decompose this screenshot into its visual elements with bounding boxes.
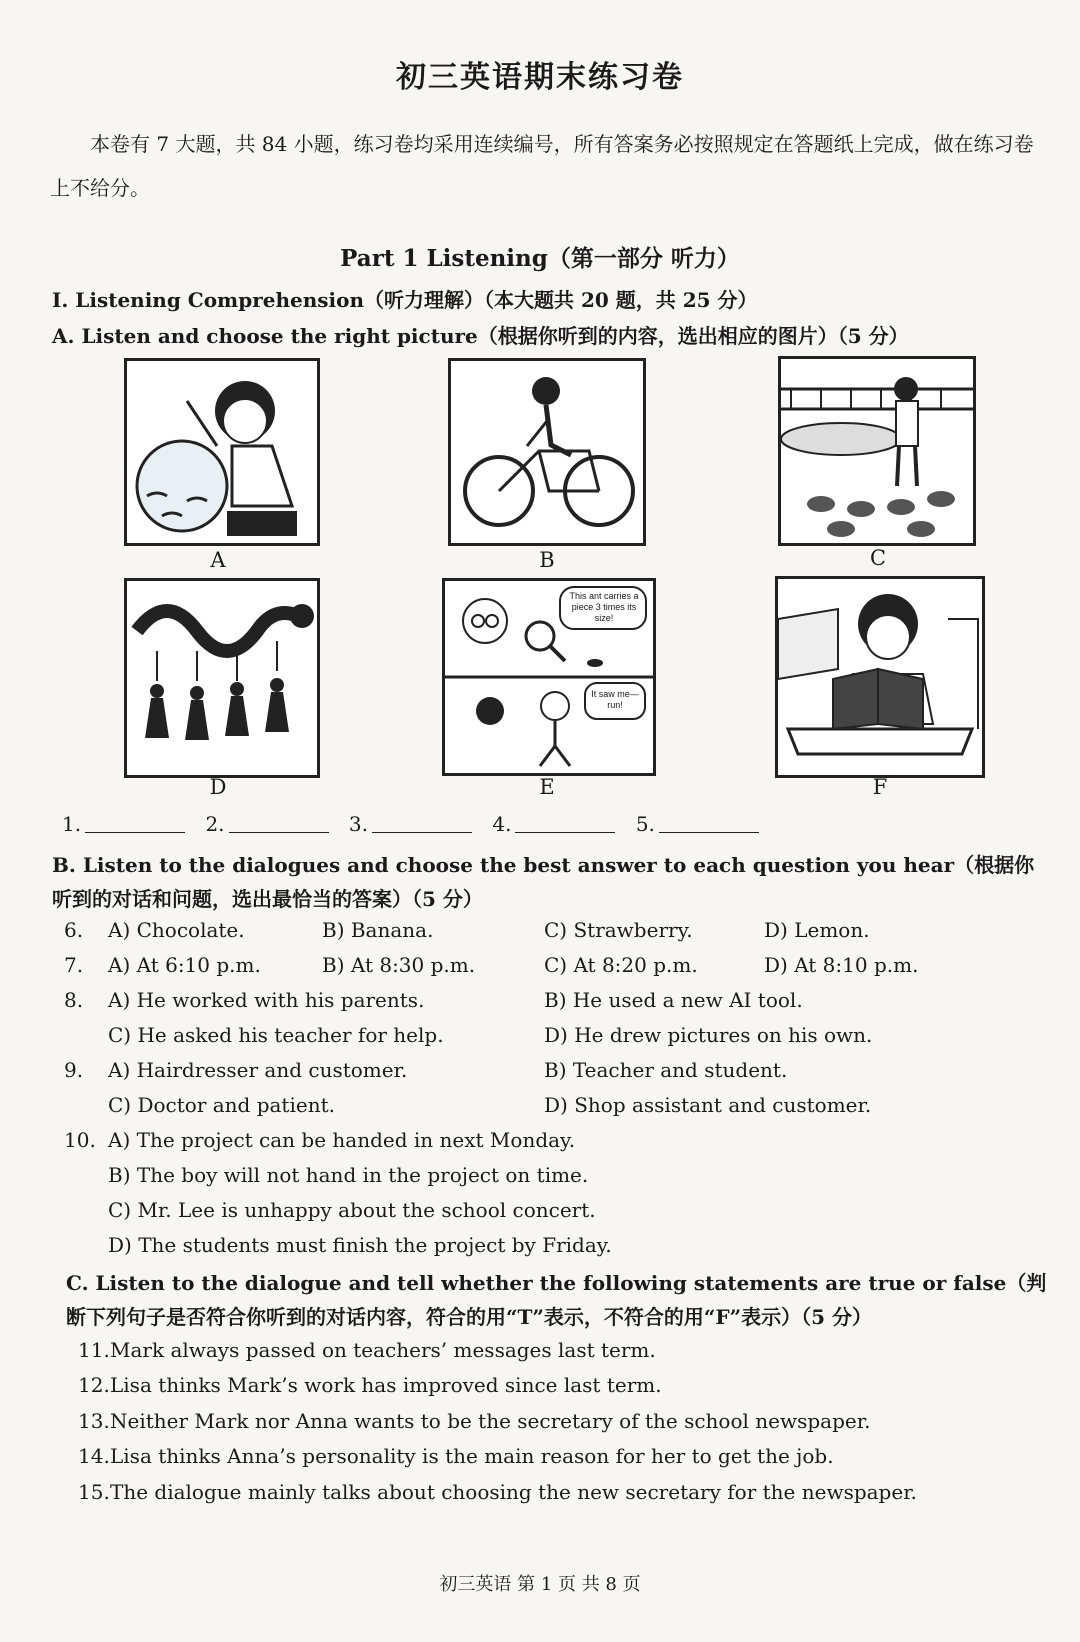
label-e: E [539, 775, 555, 799]
section-I-heading: I. Listening Comprehension（听力理解）（本大题共 20 题，共 25 分） [52, 288, 758, 312]
section-A-heading: A. Listen and choose the right picture（根据你听到的内容，选出相应的图片）（5 分） [52, 324, 909, 348]
statement-number: 12. [78, 1373, 110, 1397]
label-c: C [869, 546, 887, 570]
picture-f [775, 576, 985, 778]
page-title: 初三英语期末练习卷 [396, 60, 684, 95]
question-number: 6. [64, 918, 84, 942]
option-b: B) He used a new AI tool. [544, 988, 803, 1012]
statement-number: 14. [78, 1444, 110, 1468]
statement-text: The dialogue mainly talks about choosing the new secretary for the newspaper. [110, 1480, 917, 1504]
part-title: Part 1 Listening（第一部分 听力） [340, 245, 740, 272]
page-footer: 初三英语 第 1 页 共 8 页 [439, 1574, 641, 1595]
option-c: C) Strawberry. [544, 918, 693, 942]
statement-item [78, 1480, 917, 1504]
statement-text: Lisa thinks Anna’s personality is the main reason for her to get the job. [110, 1444, 834, 1468]
blank-label-3: 3. [348, 812, 368, 836]
answer-blanks [62, 812, 773, 836]
statement-item [78, 1444, 834, 1468]
answer-blank-2[interactable] [229, 832, 329, 833]
blank-label-5: 5. [635, 812, 655, 836]
speech-bubble-1: This ant carries a piece 3 times its size! [569, 591, 639, 623]
blank-label-1: 1. [62, 812, 82, 836]
label-d: D [209, 775, 227, 799]
option-a: A) Hairdresser and customer. [108, 1058, 408, 1082]
statement-item [78, 1373, 662, 1397]
option-c: C) He asked his teacher for help. [108, 1023, 444, 1047]
option-b: B) Banana. [322, 918, 434, 942]
section-C-heading: C. Listen to the dialogue and tell whether the following statements are true or false（判断下列句子是否符合你听到的对话内容，符合的用“T”表示，不符合的用“F”表示）（5 分） [66, 1271, 1047, 1329]
picture-c [778, 356, 976, 546]
statement-text: Lisa thinks Mark’s work has improved since last term. [110, 1373, 662, 1397]
answer-blank-1[interactable] [85, 832, 185, 833]
question-number: 10. [64, 1128, 96, 1152]
statement-text: Mark always passed on teachers’ messages last term. [110, 1338, 656, 1362]
option-d: D) At 8:10 p.m. [764, 953, 919, 977]
question-number: 9. [64, 1058, 84, 1082]
statement-item [78, 1409, 870, 1433]
option-d: D) The students must finish the project by Friday. [108, 1233, 612, 1257]
picture-e [442, 578, 656, 776]
statement-number: 11. [78, 1338, 110, 1362]
section-B-heading: B. Listen to the dialogues and choose the best answer to each question you hear（根据你听到的对话和问题，选出最恰当的答案）（5 分） [52, 853, 1035, 911]
option-b: B) Teacher and student. [544, 1058, 788, 1082]
option-d: D) Lemon. [764, 918, 870, 942]
label-a: A [210, 548, 226, 572]
statement-text: Neither Mark nor Anna wants to be the secretary of the school newspaper. [110, 1409, 871, 1433]
option-a: A) The project can be handed in next Monday. [108, 1128, 576, 1152]
option-a: A) At 6:10 p.m. [108, 953, 261, 977]
picture-b [448, 358, 646, 546]
label-f: F [872, 775, 888, 799]
answer-blank-5[interactable] [659, 832, 759, 833]
option-b: B) The boy will not hand in the project on time. [108, 1163, 589, 1187]
option-b: B) At 8:30 p.m. [322, 953, 476, 977]
option-d: D) He drew pictures on his own. [544, 1023, 873, 1047]
option-c: C) Doctor and patient. [108, 1093, 335, 1117]
question-number: 8. [64, 988, 84, 1012]
option-a: A) Chocolate. [108, 918, 245, 942]
answer-blank-3[interactable] [372, 832, 472, 833]
instructions: 本卷有 7 大题，共 84 小题，练习卷均采用连续编号，所有答案务必按照规定在答题纸上完成，做在练习卷上不给分。 [50, 132, 1034, 200]
picture-d [124, 578, 320, 778]
statement-number: 15. [78, 1480, 110, 1504]
label-b: B [539, 548, 555, 572]
blank-label-2: 2. [205, 812, 225, 836]
question-number: 7. [64, 953, 84, 977]
statement-number: 13. [78, 1409, 110, 1433]
option-c: C) At 8:20 p.m. [544, 953, 698, 977]
speech-bubble-2: It saw me—run! [591, 689, 639, 710]
statement-item [78, 1338, 656, 1362]
option-a: A) He worked with his parents. [108, 988, 425, 1012]
option-c: C) Mr. Lee is unhappy about the school concert. [108, 1198, 596, 1222]
option-d: D) Shop assistant and customer. [544, 1093, 872, 1117]
blank-label-4: 4. [492, 812, 512, 836]
answer-blank-4[interactable] [515, 832, 615, 833]
picture-a [124, 358, 320, 546]
